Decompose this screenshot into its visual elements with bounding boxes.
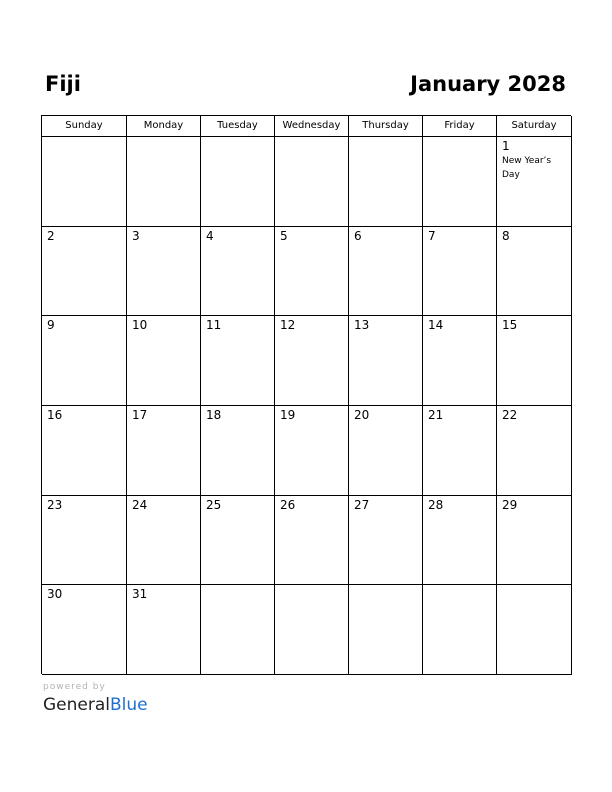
generalblue-logo[interactable]: [43, 694, 148, 716]
day-number: 29: [502, 497, 518, 512]
day-number: 20: [354, 407, 370, 422]
day-cell: [423, 406, 497, 496]
week-row-1: [42, 137, 571, 227]
day-cell: [127, 496, 201, 586]
day-cell: [275, 406, 349, 496]
day-number: 1: [502, 139, 510, 153]
day-cell: [349, 406, 423, 496]
day-number: 11: [206, 318, 222, 333]
weekday-monday: Monday: [127, 116, 201, 137]
day-number: 3: [132, 228, 140, 243]
week-row-4: [42, 406, 571, 496]
day-number: 19: [280, 407, 296, 422]
day-number: 13: [354, 318, 370, 333]
weekday-saturday: Saturday: [497, 116, 572, 137]
day-number: 18: [206, 407, 222, 422]
weekday-thursday: Thursday: [349, 116, 423, 137]
day-cell: [497, 316, 572, 406]
day-cell: [201, 316, 275, 406]
day-cell: [275, 585, 349, 675]
day-cell: [497, 227, 572, 317]
day-number: 31: [132, 587, 148, 602]
day-number: 6: [354, 228, 362, 243]
day-cell: [42, 316, 127, 406]
day-cell: [275, 316, 349, 406]
day-cell: [497, 406, 572, 496]
day-number: 4: [206, 228, 214, 243]
week-row-6: [42, 585, 571, 675]
day-number: 2: [47, 228, 55, 243]
day-cell: [127, 316, 201, 406]
day-number: 26: [280, 497, 296, 512]
day-number: 9: [47, 318, 55, 333]
day-number: 30: [47, 587, 63, 602]
day-number: 8: [502, 228, 510, 243]
calendar-grid: [41, 115, 571, 674]
day-number: 21: [428, 407, 444, 422]
day-cell: [42, 585, 127, 675]
day-cell: [127, 406, 201, 496]
day-cell: [201, 406, 275, 496]
day-cell: [423, 137, 497, 227]
day-cell: [201, 137, 275, 227]
day-cell: [423, 496, 497, 586]
day-cell: [423, 227, 497, 317]
day-cell: [497, 496, 572, 586]
month-year-title: January 2028: [410, 72, 566, 96]
day-number: 25: [206, 497, 222, 512]
day-number: 14: [428, 318, 444, 333]
day-cell: [42, 406, 127, 496]
holiday-new-years-day: New Year’s Day: [502, 156, 552, 180]
week-row-5: [42, 496, 571, 586]
day-cell: [42, 227, 127, 317]
brand-blue: Blue: [110, 695, 148, 715]
day-cell: [275, 137, 349, 227]
day-cell: [127, 585, 201, 675]
day-cell: [349, 227, 423, 317]
day-cell: [201, 496, 275, 586]
day-number: 27: [354, 497, 370, 512]
day-cell: [127, 137, 201, 227]
day-cell: [42, 496, 127, 586]
weekday-header-row: [42, 116, 571, 137]
day-cell: [201, 585, 275, 675]
weekday-sunday: Sunday: [42, 116, 127, 137]
day-number: 28: [428, 497, 444, 512]
powered-by-label: powered by: [43, 682, 106, 692]
day-cell: [349, 496, 423, 586]
day-number: 24: [132, 497, 148, 512]
day-cell: [349, 137, 423, 227]
week-row-3: [42, 316, 571, 406]
footer-branding: [43, 681, 148, 716]
day-cell: [275, 496, 349, 586]
weekday-friday: Friday: [423, 116, 497, 137]
week-row-2: [42, 227, 571, 317]
country-title: Fiji: [45, 72, 81, 96]
day-cell-jan-1: [497, 137, 572, 227]
day-cell: [349, 316, 423, 406]
day-number: 23: [47, 497, 63, 512]
day-cell: [127, 227, 201, 317]
day-cell: [497, 585, 572, 675]
brand-general: General: [43, 695, 110, 715]
day-number: 17: [132, 407, 148, 422]
day-number: 5: [280, 228, 288, 243]
day-number: 16: [47, 407, 63, 422]
day-cell: [275, 227, 349, 317]
day-cell: [349, 585, 423, 675]
day-number: 7: [428, 228, 436, 243]
day-number: 22: [502, 407, 518, 422]
day-cell: [201, 227, 275, 317]
weekday-wednesday: Wednesday: [275, 116, 349, 137]
day-number: 10: [132, 318, 148, 333]
weekday-tuesday: Tuesday: [201, 116, 275, 137]
day-cell: [423, 316, 497, 406]
day-number: 15: [502, 318, 518, 333]
day-cell: [423, 585, 497, 675]
day-number: 12: [280, 318, 296, 333]
day-cell: [42, 137, 127, 227]
